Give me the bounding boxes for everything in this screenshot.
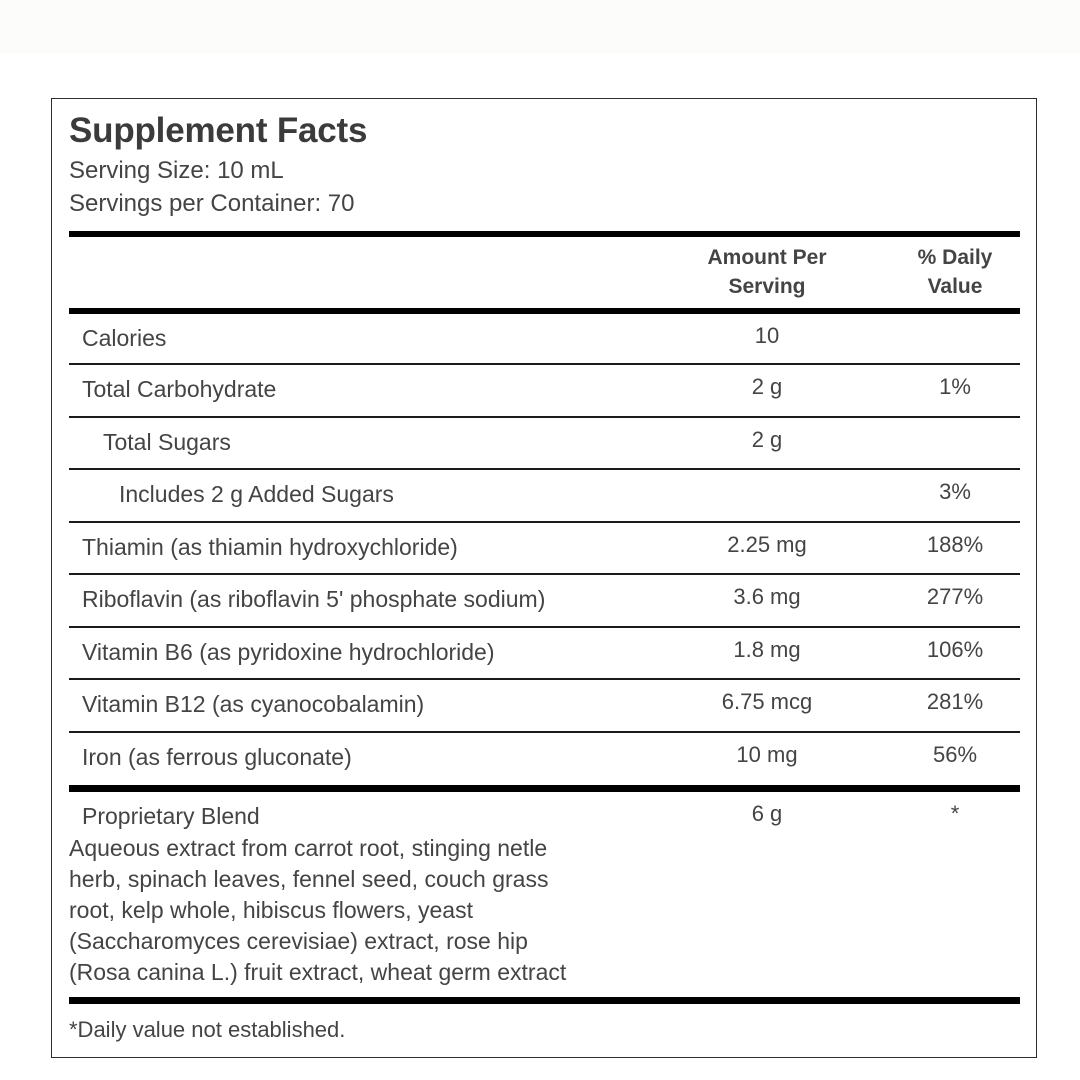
nutrient-name: Calories	[82, 325, 167, 351]
nutrient-name: Thiamin (as thiamin hydroxychloride)	[82, 534, 458, 560]
nutrient-amount: 6.75 mcg	[721, 689, 813, 714]
column-header-dv-line2: Value	[927, 275, 983, 298]
nutrient-row-total-carbohydrate	[69, 365, 1020, 417]
nutrient-daily-value: 106%	[926, 637, 984, 662]
blend-ingredients-line: (Saccharomyces cerevisiae) extract, rose hip	[69, 928, 528, 954]
nutrient-name: Total Sugars	[103, 429, 231, 455]
panel-title: Supplement Facts	[69, 111, 368, 150]
blend-ingredients-line: Aqueous extract from carrot root, stinging netle	[69, 835, 548, 861]
blend-ingredients-line: root, kelp whole, hibiscus flowers, yeast	[69, 897, 473, 923]
nutrient-name: Vitamin B12 (as cyanocobalamin)	[82, 691, 425, 717]
blend-amount: 6 g	[751, 801, 783, 826]
blend-ingredients-line: (Rosa canina L.) fruit extract, wheat germ extract	[69, 959, 567, 985]
nutrient-row-vitamin-b12	[69, 680, 1020, 732]
nutrient-amount: 10	[754, 323, 780, 348]
top-band	[0, 0, 1080, 53]
nutrient-name: Riboflavin (as riboflavin 5' phosphate sodium)	[82, 586, 546, 612]
nutrient-row-riboflavin	[69, 575, 1020, 627]
nutrient-daily-value: 188%	[926, 532, 984, 557]
servings-per-container: Servings per Container: 70	[69, 190, 355, 217]
column-header-amount-line1: Amount Per	[707, 246, 827, 269]
column-header-dv-line1: % Daily	[917, 246, 993, 269]
nutrient-amount: 3.6 mg	[733, 584, 801, 609]
nutrient-daily-value: 1%	[939, 374, 971, 399]
nutrient-amount: 10 mg	[736, 742, 798, 767]
nutrient-row-vitamin-b6	[69, 628, 1020, 680]
nutrient-row-added-sugars	[69, 470, 1020, 522]
blend-name: Proprietary Blend	[82, 803, 260, 829]
supplement-facts-panel	[51, 98, 1037, 1058]
nutrient-name: Total Carbohydrate	[82, 376, 277, 402]
nutrient-amount: 2.25 mg	[727, 532, 807, 557]
nutrient-row-iron	[69, 733, 1020, 785]
divider-thick	[69, 997, 1020, 1004]
nutrient-amount: 2 g	[751, 374, 783, 399]
nutrient-daily-value: 277%	[926, 584, 984, 609]
divider-thick	[69, 231, 1020, 237]
nutrient-amount: 2 g	[751, 427, 783, 452]
nutrient-daily-value: 56%	[932, 742, 978, 767]
nutrient-name: Vitamin B6 (as pyridoxine hydrochloride)	[82, 639, 495, 665]
nutrient-name: Includes 2 g Added Sugars	[119, 481, 394, 507]
nutrient-row-thiamin	[69, 523, 1020, 575]
column-header-daily-value	[900, 243, 1010, 301]
column-header-amount	[680, 243, 854, 301]
nutrient-amount: 1.8 mg	[733, 637, 801, 662]
blend-ingredients	[69, 833, 669, 988]
nutrient-row-total-sugars	[69, 418, 1020, 470]
nutrient-daily-value: 281%	[926, 689, 984, 714]
nutrient-name: Iron (as ferrous gluconate)	[82, 744, 352, 770]
blend-daily-value: *	[950, 801, 960, 826]
serving-size: Serving Size: 10 mL	[69, 157, 284, 184]
nutrient-daily-value: 3%	[939, 479, 971, 504]
column-header-amount-line2: Serving	[728, 275, 806, 298]
blend-ingredients-line: herb, spinach leaves, fennel seed, couch grass	[69, 866, 549, 892]
nutrient-row-calories	[69, 314, 1020, 366]
footnote: *Daily value not established.	[69, 1017, 346, 1042]
divider-thick	[69, 785, 1020, 792]
